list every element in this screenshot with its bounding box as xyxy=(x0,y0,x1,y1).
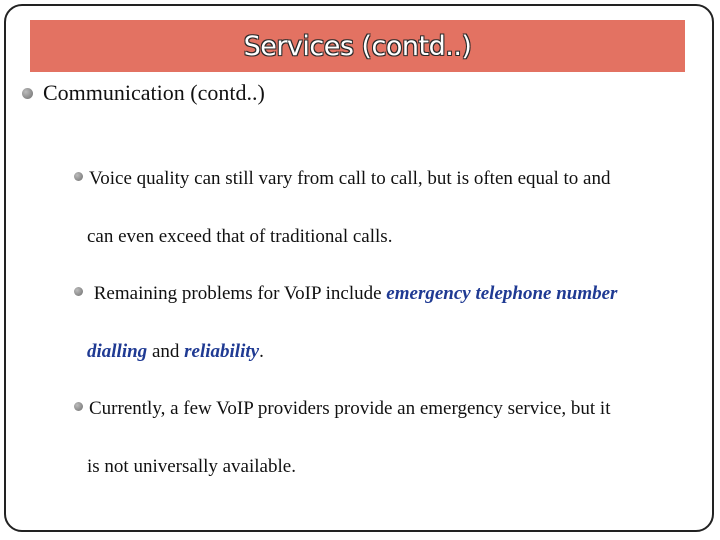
slide-title: Services (contd..) xyxy=(243,30,472,62)
bullet-text: Voice quality can still vary from call to call, but is often equal to and xyxy=(89,168,611,189)
bullet-text: . xyxy=(259,341,264,362)
bullet-text: and xyxy=(147,341,185,362)
bullet-item-voice-quality xyxy=(74,150,704,266)
bullet-line xyxy=(74,323,704,381)
title-bar xyxy=(30,20,685,72)
heading-text: Communication (contd..) xyxy=(43,80,265,105)
bullet-line xyxy=(74,438,704,496)
emphasis-text: emergency telephone number xyxy=(386,283,618,304)
bullet-text: Currently, a few VoIP providers provide an emergency service, but it xyxy=(89,398,611,419)
bullet-icon xyxy=(74,172,83,181)
bullet-line xyxy=(74,150,704,208)
heading-item xyxy=(22,80,265,106)
bullet-item-remaining-problems xyxy=(74,265,704,381)
emphasis-text: reliability xyxy=(184,341,260,362)
bullet-icon xyxy=(22,88,33,99)
bullet-icon xyxy=(74,287,83,296)
emphasis-text: dialling xyxy=(87,341,148,362)
bullet-text: can even exceed that of traditional calls. xyxy=(87,226,393,247)
bullet-text: Remaining problems for VoIP include xyxy=(89,283,387,304)
bullet-icon xyxy=(74,402,83,411)
bullet-line xyxy=(74,208,704,266)
bullet-line xyxy=(74,265,704,323)
bullet-text: is not universally available. xyxy=(87,456,296,477)
bullet-item-emergency-service xyxy=(74,380,704,496)
bullet-line xyxy=(74,380,704,438)
